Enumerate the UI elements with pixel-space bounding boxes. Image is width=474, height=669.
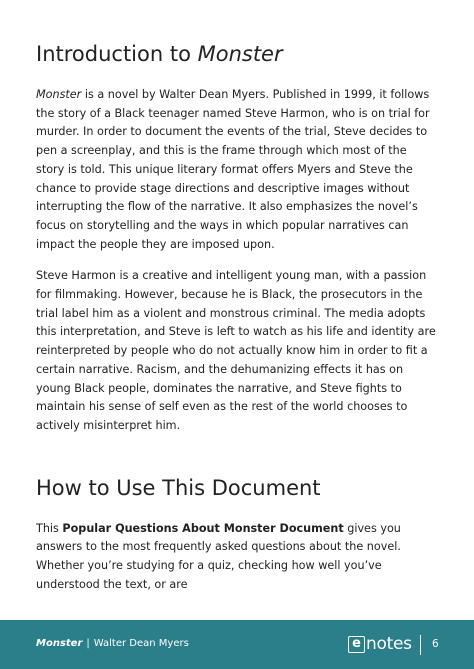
footer-author: Walter Dean Myers	[93, 638, 189, 649]
intro-paragraph-2: Steve Harmon is a creative and intelligent young man, with a passion for filmmaking. However, because he is Black, the prosecutors in the trial label him as a violent and monstrous criminal. The media adopts this interpretation, and Steve is left to watch as his life and identity are reinterpreted by people who do not actually know him in order to fit a certain narrative. Racism, and the dehumanizing effects it has on young Black people, dominates the narrative, and Steve fights to maintain his sense of self even as the rest of the world chooses to actively misinterpret him.	[36, 269, 436, 432]
page-footer	[0, 620, 474, 669]
enotes-logo	[348, 634, 412, 654]
how-to-paragraph-start: This	[36, 521, 63, 535]
document-body	[36, 40, 438, 607]
intro-heading	[36, 40, 438, 68]
intro-heading-title: Monster	[197, 42, 283, 66]
intro-paragraph-1-text: is a novel by Walter Dean Myers. Published in 1999, it follows the story of a Black teenager named Steve Harmon, who is on trial for murder. In order to document the events of the trial, Steve decides to pen a screenplay, and this is the frame through which most of the story is told. This unique literary format offers Myers and Steve the chance to provide stage directions and descriptive images without interrupting the flow of the narrative. It also emphasizes the novel’s focus on storytelling and the ways in which popular narratives can impact the people they are imposed upon.	[36, 88, 430, 251]
how-to-paragraph-text: gives you answers to the most frequently asked questions about the novel. Whether you’re studying for a quiz, checking how well you’ve understood the text, or are	[36, 521, 401, 591]
footer-book-title: Monster	[36, 638, 83, 649]
page-number: 6	[432, 638, 439, 650]
footer-citation	[36, 637, 189, 651]
intro-paragraph-1	[36, 86, 438, 254]
footer-divider	[420, 635, 421, 655]
intro-heading-prefix: Introduction to	[36, 42, 198, 66]
footer-separator: |	[86, 638, 90, 649]
how-to-paragraph-doc-name: Popular Questions About Monster Document	[62, 521, 344, 535]
enotes-logo-text: notes	[366, 634, 412, 654]
intro-paragraph-1-title: Monster	[36, 88, 82, 101]
enotes-logo-icon: e	[348, 636, 365, 653]
how-to-heading: How to Use This Document	[36, 475, 321, 500]
how-to-paragraph	[36, 520, 438, 595]
